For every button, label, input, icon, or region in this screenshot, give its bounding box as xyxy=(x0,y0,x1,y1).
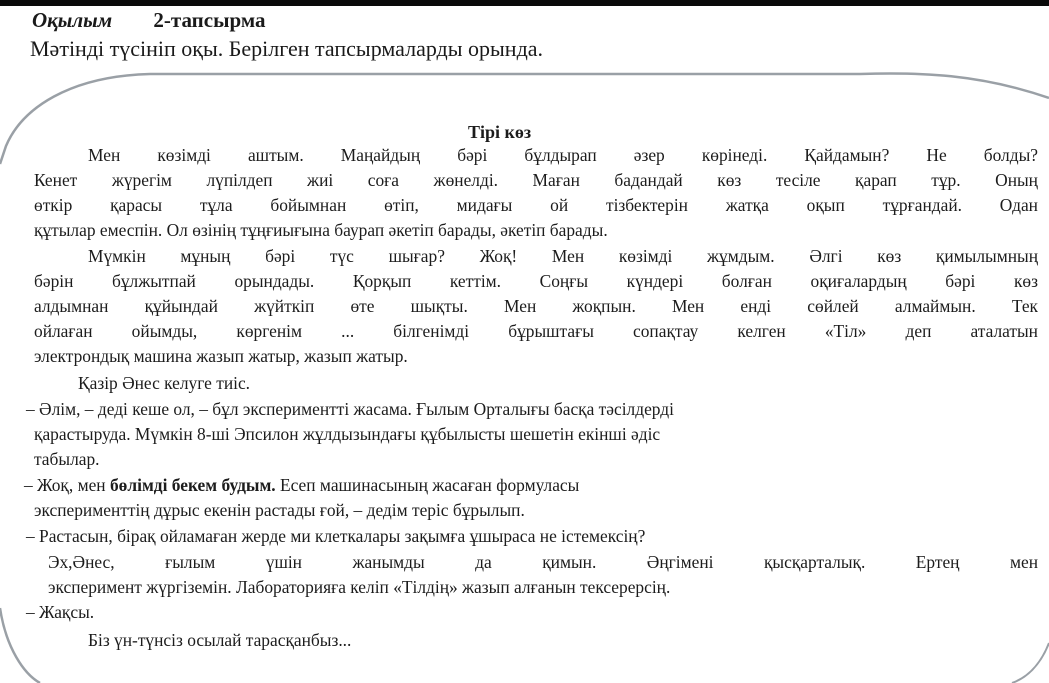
dialogue-line: Эх,Әнес, ғылым үшін жанымды да қимын. Әңгімені қысқарталық. Ертең мен xyxy=(48,552,1038,572)
dialogue-line: эксперименттің дұрыс екенін растады ғой, – дедім теріс бұрылып. xyxy=(34,500,525,520)
dialogue-line: – Растасын, бірақ ойламаған жерде ми клеткалары зақымға ұшыраса не істемексің? xyxy=(26,526,646,546)
dialogue-line: – Жақсы. xyxy=(26,602,95,622)
section-label: Оқылым xyxy=(32,8,113,32)
story-line: өткір қарасы тұла бойымнан өтіп, мидағы ой тізбектерін жатқа оқып тұрғандай. Одан xyxy=(34,195,1038,215)
dialogue-line: қарастыруда. Мүмкін 8-ші Эпсилон жұлдызындағы құбылысты шешетін екінші әдіс xyxy=(34,424,661,444)
dialogue-line: эксперимент жүргіземін. Лабораторияға келіп «Тілдің» жазып алғанын тексерерсің. xyxy=(48,577,671,597)
story-line: ойлаған ойымды, көргенім ... білгенімді бұрыштағы сопақтау келген «Тіл» деп аталатын xyxy=(34,321,1038,341)
dialogue-line: – Әлім, – деді кеше ол, – бұл экспериментті жасама. Ғылым Орталығы басқа тәсілдерді xyxy=(26,399,674,419)
story-line: алдымнан құйындай жүйткіп өте шықты. Мен жоқпын. Мен енді сөйлей алмаймын. Тек xyxy=(34,296,1038,316)
story-line: құтылар емеспін. Ол өзінің тұңғиығына баурап әкетіп барады, әкетіп барады. xyxy=(34,220,608,240)
emphasized-phrase: бөлімді бекем будым. xyxy=(109,475,276,495)
story-line: Мен көзімді аштым. Маңайдың бәрі бұлдырап әзер көрінеді. Қайдамын? Не болды? xyxy=(88,145,1038,165)
story-title: Тірі көз xyxy=(468,122,532,142)
story-line: бәрін бұлжытпай орындады. Қорқып кеттім. Соңғы күндері болған оқиғалардың бәрі көз xyxy=(34,271,1038,291)
task-instruction: Мәтінді түсініп оқы. Берілген тапсырмаларды орында. xyxy=(30,36,544,61)
story-line: Қазір Әнес келуге тиіс. xyxy=(78,373,251,393)
story-line: Кенет жүрегім лүпілдеп жиі соға жөнелді. Маған бадандай көз тесіле қарап тұр. Оның xyxy=(34,170,1038,190)
dialogue-prefix: – Жоқ, мен xyxy=(24,475,110,495)
task-label: 2-тапсырма xyxy=(153,8,266,32)
closing-line: Біз үн-түнсіз осылай тарасқанбыз... xyxy=(88,630,352,650)
story-line: Мүмкін мұның бәрі түс шығар? Жоқ! Мен көзімді жұмдым. Әлгі көз қимылымның xyxy=(88,246,1038,266)
dialogue-suffix: Есеп машинасының жасаған формуласы xyxy=(275,475,580,495)
dialogue-line: табылар. xyxy=(34,449,100,469)
story-line: электрондық машина жазып жатыр, жазып жатыр. xyxy=(34,346,408,366)
dialogue-line-with-emphasis xyxy=(24,474,579,496)
